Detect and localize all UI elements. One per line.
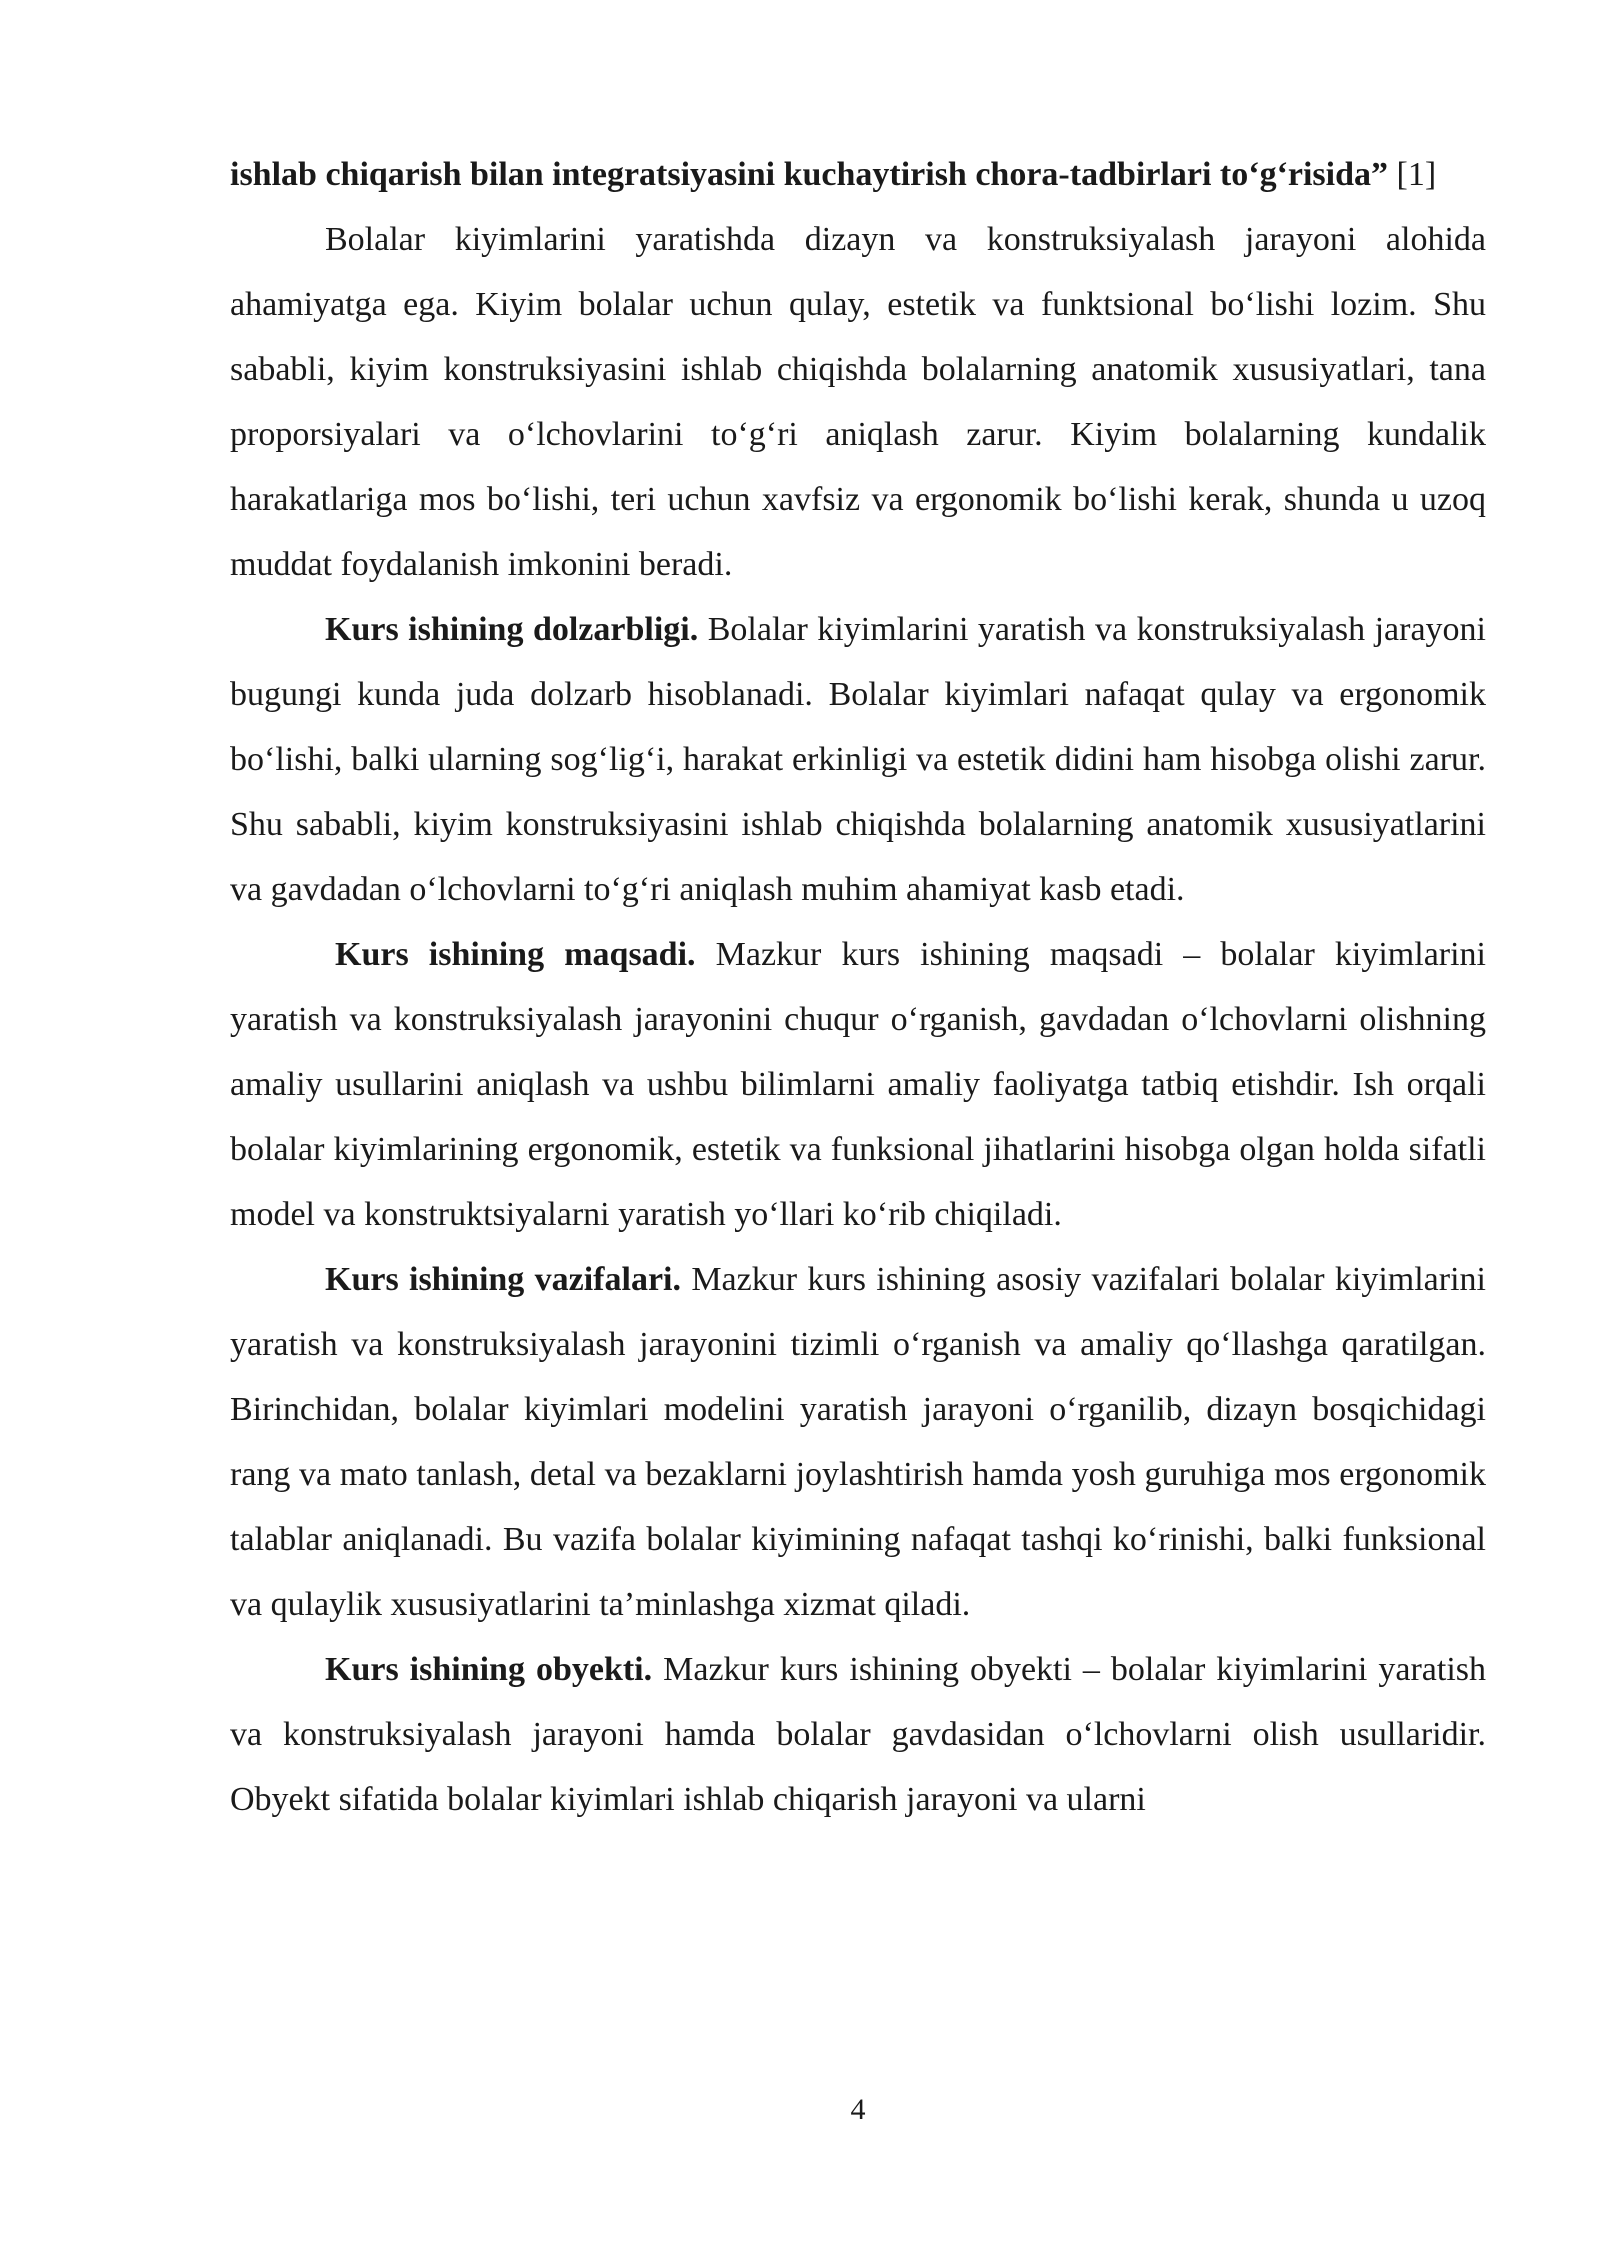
paragraph-text: Bolalar kiyimlarini yaratishda dizayn va konstruksiyalash jarayoni alohida ahamiyatga ega. Kiyim bolalar uchun qulay, estetik va funktsional bo‘lishi lozim. Shu sababli, kiyim konstruksiyasini ishlab chiqishda bolalarning anatomik xususiyatlari, tana proporsiyalari va o‘lchovlarini to‘g‘ri aniqlash zarur. Kiyim bolalarning kundalik harakatlariga mos bo‘lishi, teri uchun xavfsiz va ergonomik bo‘lishi kerak, shunda u uzoq muddat foydalanish imkonini beradi. — [230, 221, 1486, 583]
paragraph-relevance — [230, 597, 1486, 922]
paragraph-intro — [230, 207, 1486, 597]
paragraph-text: Bolalar kiyimlarini yaratish va konstruksiyalash jarayoni bugungi kunda juda dolzarb hisoblanadi. Bolalar kiyimlari nafaqat qulay va ergonomik bo‘lishi, balki ularning sog‘lig‘i, harakat erkinligi va estetik didini ham hisobga olishi zarur. Shu sababli, kiyim konstruksiyasini ishlab chiqishda bolalarning anatomik xususiyatlarini va gavdadan o‘lchovlarni to‘g‘ri aniqlash muhim ahamiyat kasb etadi. — [230, 611, 1486, 908]
paragraph-heading-goal: Kurs ishining maqsadi. — [335, 936, 696, 973]
paragraph-text: Mazkur kurs ishining maqsadi – bolalar kiyimlarini yaratish va konstruksiyalash jarayonini chuqur o‘rganish, gavdadan o‘lchovlarni olishning amaliy usullarini aniqlash va ushbu bilimlarni amaliy faoliyatga tatbiq etishdir. Ish orqali bolalar kiyimlarining ergonomik, estetik va funksional jihatlarini hisobga olgan holda sifatli model va konstruktsiyalarni yaratish yo‘llari ko‘rib chiqiladi. — [230, 936, 1486, 1233]
paragraph-bold-lead: ishlab chiqarish bilan integratsiyasini kuchaytirish chora-tadbirlari to‘g‘risida” — [230, 156, 1389, 193]
citation-reference: [1] — [1388, 156, 1437, 193]
paragraph-goal — [230, 922, 1486, 1247]
document-page — [230, 142, 1486, 1832]
page-number: 4 — [850, 2093, 866, 2126]
paragraph-decree-title-end — [230, 142, 1486, 207]
paragraph-text: Mazkur kurs ishining asosiy vazifalari bolalar kiyimlarini yaratish va konstruksiyalash jarayonini tizimli o‘rganish va amaliy qo‘llashga qaratilgan. Birinchidan, bolalar kiyimlari modelini yaratish jarayoni o‘rganilib, dizayn bosqichidagi rang va mato tanlash, detal va bezaklarni joylashtirish hamda yosh guruhiga mos ergonomik talablar aniqlanadi. Bu vazifa bolalar kiyimining nafaqat tashqi ko‘rinishi, balki funksional va qulaylik xususiyatlarini ta’minlashga xizmat qiladi. — [230, 1261, 1486, 1623]
paragraph-tasks — [230, 1247, 1486, 1637]
paragraph-heading-relevance: Kurs ishining dolzarbligi. — [325, 611, 699, 648]
paragraph-heading-tasks: Kurs ishining vazifalari. — [325, 1261, 681, 1298]
paragraph-heading-object: Kurs ishining obyekti. — [325, 1651, 653, 1688]
paragraph-object — [230, 1637, 1486, 1832]
paragraph-text: Mazkur kurs ishining obyekti – bolalar kiyimlarini yaratish va konstruksiyalash jarayoni hamda bolalar gavdasidan o‘lchovlarni olish usullaridir. Obyekt sifatida bolalar kiyimlari ishlab chiqarish jarayoni va ularni — [230, 1651, 1486, 1818]
